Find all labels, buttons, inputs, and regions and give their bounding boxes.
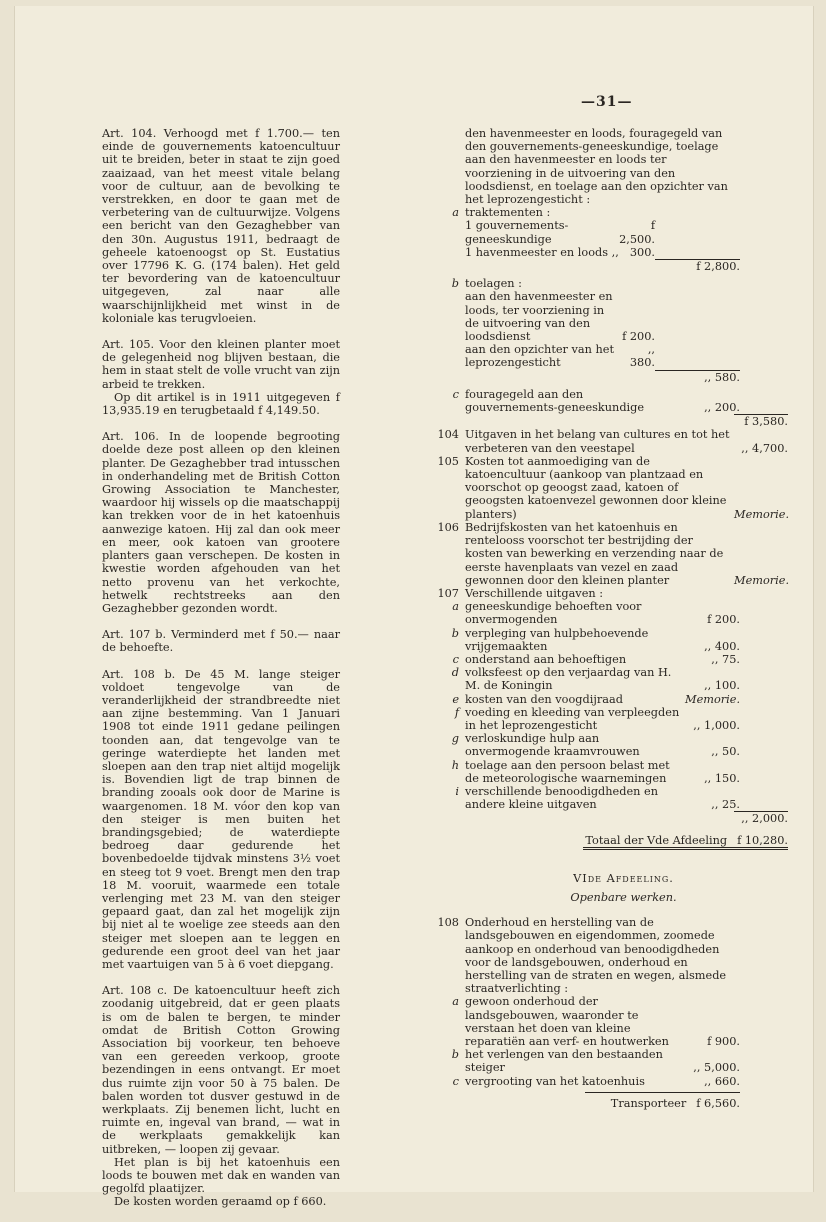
article-106: [433, 521, 788, 587]
item-text: geneeskundige behoeften voor onvermogenden: [465, 600, 642, 627]
totaal-label: Totaal der Vde Afdeeling: [585, 833, 728, 847]
article-number: 105: [437, 454, 459, 468]
article-108-items: [433, 995, 788, 1087]
item-marker: a: [452, 206, 459, 220]
item-marker: b: [451, 277, 459, 291]
item-marker: i: [455, 784, 459, 798]
item-marker: b: [451, 1048, 459, 1062]
article-107-total: [433, 811, 788, 825]
item-text: 1 gouvernements-geneeskundige: [465, 219, 569, 246]
item-amount: ,, 400.: [704, 639, 740, 653]
item-marker: a: [452, 995, 459, 1009]
totaal-amount: f 10,280.: [737, 833, 788, 847]
article-number: 104: [437, 428, 459, 442]
list-item: [433, 995, 788, 1048]
paragraph-kosten: De kosten worden geraamd op f 660.: [114, 1195, 327, 1209]
article-text: Bedrijfskosten van het katoenhuis en rentelooss voorschot ter bestrijding der kosten van bewerking en verzending naar de eerste havenplaats van vezel en zaad gewonnen door den kleinen planter: [465, 520, 724, 587]
article-text: Verschillende uitgaven :: [465, 586, 604, 600]
item-amount: ,, 660.: [704, 1074, 740, 1088]
item-text: 1 havenmeester en loods ,,: [465, 245, 619, 259]
item-amount: ,, 75.: [711, 652, 740, 666]
item-text: aan den havenmeester en loods, ter voorziening in de uitvoering van den loodsdienst: [465, 290, 613, 344]
paragraph-art-108c: Art. 108 c. De katoencultuur heeft zich zoodanig uitgebreid, dat er geen plaats is om de balen te bergen, te minder omdat de British Cotton Growing Association bij voorkeur, ten behoeve van een gereeden verkoop, groote bezendingen in eens ontvangt. Er moet dus ruimte zijn voor 50 à 75 balen. De balen worden tot dusver gestuwd in de werkplaats. Zij benemen licht, lucht en ruimte en, ingeval van brand, — wat in de werkplaats gemakkelijk kan uitbreken, — loopen zij gevaar.: [102, 984, 340, 1156]
right-column: [433, 127, 788, 1110]
item-text: traktementen :: [465, 206, 551, 220]
list-item: [433, 653, 788, 666]
list-item: [433, 785, 788, 811]
list-item: [433, 759, 788, 785]
item-c: [433, 388, 788, 414]
article-number: 107: [437, 586, 459, 600]
item-a-total: [433, 259, 788, 273]
item-a2: [433, 246, 788, 259]
list-item: [433, 732, 788, 758]
article-amount: Memorie.: [734, 573, 790, 587]
list-item: [433, 706, 788, 732]
item-text: voeding en kleeding van verpleegden in het leprozengesticht: [465, 705, 680, 732]
item-amount: 300.: [629, 245, 655, 259]
item-marker: f: [454, 705, 459, 719]
paragraph-art-105-note: Op dit artikel is in 1911 uitgegeven f 13,935.19 en terugbetaald f 4,149.50.: [102, 390, 340, 418]
paragraph-art-105: Art. 105. Voor den kleinen planter moet de gelegenheid nog blijven bestaan, die hem in staat stelt de volle vrucht van zijn arbeid te trekken.: [102, 338, 340, 391]
intro-text: den havenmeester en loods, fouragegeld van den gouvernements-geneeskundige, toelage aan den havenmeester en loods ter voorziening in de uitvoering van den loodsdienst, en toelage aan den opzichter van het leprozengesticht :: [465, 127, 728, 207]
item-marker: b: [451, 626, 459, 640]
intro-row: [433, 127, 788, 206]
item-b: [433, 277, 788, 290]
list-item: [433, 1075, 788, 1088]
subtotal-row: [433, 414, 788, 428]
article-text: Onderhoud en herstelling van de landsgebouwen en eigendommen, zoomede aankoop en onderhoud van benoodigdheden voor de landsgebouwen, onderhoud en herstelling van de straten en wegen, alsmede straatverlichting :: [465, 916, 727, 996]
item-amount: ,, 25.: [711, 798, 740, 812]
transport-row: [433, 1092, 788, 1110]
item-marker: e: [452, 692, 459, 706]
item-amount: ,, 150.: [704, 771, 740, 785]
item-text: kosten van den voogdijraad: [465, 692, 623, 706]
item-amount: Memorie.: [685, 692, 741, 706]
item-amount: f 200.: [707, 613, 740, 627]
item-marker: h: [451, 758, 459, 772]
item-marker: d: [451, 666, 459, 680]
item-amount: f 200.: [622, 330, 655, 344]
item-marker: c: [452, 1074, 459, 1088]
article-amount: ,, 4,700.: [741, 441, 788, 455]
list-item: [433, 693, 788, 706]
item-b1: [433, 290, 788, 343]
paragraph-art-106: Art. 106. In de loopende begrooting doelde deze post alleen op den kleinen planter. De Gezaghebber trad intusschen in onderhandeling met de British Cotton Growing Association te Manchester, waardoor hij wissels op die maatschappij kan trekken voor de in het katoenhuis aanwezige katoen. Hij zal dan ook meer en meer, ook katoen van grootere planters gaan verschepen. De kosten in kwestie worden afgehouden van het netto provenu van het verkochte, hetwelk rechtstreeks aan den Gezaghebber gezonden wordt.: [102, 430, 340, 615]
transport-label: Transporteer: [610, 1096, 687, 1110]
item-text: toelagen :: [465, 277, 522, 291]
section-title: VIde Afdeeling.: [573, 871, 674, 885]
page-sheet: [14, 6, 814, 1209]
item-amount: ,, 1,000.: [693, 718, 740, 732]
list-item: [433, 600, 788, 626]
article-108: [433, 916, 788, 995]
subtotal-amount: f 3,580.: [734, 414, 788, 428]
article-number: 108: [437, 916, 459, 930]
article-104: [433, 428, 788, 454]
item-text: toelage aan den persoon belast met de meteorologische waarnemingen: [465, 758, 670, 785]
item-text: verschillende benoodigdheden en andere kleine uitgaven: [465, 784, 658, 812]
item-text: aan den opzichter van het leprozengesticht: [465, 343, 615, 370]
list-item: [433, 666, 788, 692]
item-a: [433, 206, 788, 219]
item-text: fouragegeld aan den gouvernements-geneeskundige: [465, 387, 645, 415]
item-text: onderstand aan behoeftigen: [465, 652, 627, 666]
item-text: verloskundige hulp aan onvermogende kraamvrouwen: [465, 732, 640, 759]
item-b-total: [433, 370, 788, 384]
item-amount: f 2,500.: [619, 219, 655, 246]
item-text: volksfeest op den verjaardag van H. M. de Koningin: [465, 666, 672, 693]
list-item: [433, 627, 788, 653]
item-marker: c: [452, 387, 459, 401]
item-marker: c: [452, 652, 459, 666]
item-amount: f 900.: [707, 1035, 740, 1048]
section-subtitle: Openbare werken.: [570, 890, 677, 904]
item-text: verpleging van hulpbehoevende vrijgemaakten: [465, 626, 649, 653]
article-105: [433, 455, 788, 521]
item-amount: ,, 580.: [655, 370, 740, 384]
item-text: het verlengen van den bestaanden steiger: [465, 1048, 663, 1075]
paragraph-art-107b: Art. 107 b. Verminderd met f 50.— naar de behoefte.: [102, 628, 340, 655]
item-amount: ,, 5,000.: [693, 1061, 740, 1075]
list-item: [433, 1048, 788, 1074]
page-number: —31—: [581, 94, 633, 110]
article-107-items: [433, 600, 788, 811]
article-107: [433, 587, 788, 600]
paragraph-plan: Het plan is bij het katoenhuis een loods te bouwen met dak en wanden van gegolfd plaatijzer.: [102, 1155, 340, 1196]
item-b2: [433, 343, 788, 369]
item-amount: ,, 380.: [629, 343, 655, 370]
paragraph-art-108b: Art. 108 b. De 45 M. lange steiger voldoet tengevolge van de veranderlijkheid der strandbreedte niet aan zijne bestemming. Van 1 Januari 1908 tot einde 1911 gedane peilingen toonden aan, dat tengevolge van te geringe waterdiepte het landen met sloepen aan den trap niet altijd mogelijk is. Bovendien ligt de trap binnen de branding zooals ook door de Marine is waargenomen. 18 M. vóor den kop van den steiger is men buiten het brandingsgebied; de waterdiepte bedroeg daar gedurende het bovenbedoelde tijdvak minstens 3½ voet en steeg tot 9 voet. Brengt men den trap 18 M. vooruit, waarmede een totale verlenging met 23 M. van den steiger gepaard gaat, dan zal het mogelijk zijn bij niet al te woelige zee steeds aan den steiger met sloepen aan te leggen en gedurende een groot deel van het jaar met vaartuigen van 5 à 6 voet diepgang.: [102, 667, 340, 971]
item-marker: g: [451, 732, 459, 746]
totaal-row: [433, 832, 788, 850]
item-text: vergrooting van het katoenhuis: [465, 1074, 645, 1088]
item-text: gewoon onderhoud der landsgebouwen, waaronder te verstaan het doen van kleine reparatiën aan verf- en houtwerken: [465, 995, 669, 1048]
left-column: [102, 127, 340, 1222]
article-text: Kosten tot aanmoediging van de katoencultuur (aankoop van plantzaad en voorschot op geoogst zaad, katoen of geoogsten katoenvezel gewonnen door kleine planters): [465, 454, 727, 521]
transport-amount: f 6,560.: [696, 1096, 740, 1110]
item-a1: [433, 219, 788, 245]
item-amount: ,, 200.: [704, 401, 740, 415]
article-amount: Memorie.: [734, 507, 790, 521]
article-number: 106: [437, 520, 459, 534]
item-amount: ,, 50.: [711, 745, 740, 759]
article-text: Uitgaven in het belang van cultures en tot het verbeteren van den veestapel: [465, 428, 730, 455]
item-amount: ,, 100.: [704, 679, 740, 693]
item-amount: f 2,800.: [655, 259, 740, 273]
item-amount: ,, 2,000.: [734, 811, 788, 825]
paragraph-art-104: Art. 104. Verhoogd met f 1.700.— ten einde de gouvernements katoencultuur uit te breiden, beter in staat te zijn goed zaaizaad, van het meest vitale belang voor de cultuur, aan de bevolking te verstrekken, en door te gaan met de verbetering van de cultuurwijze. Volgens een bericht van den Gezaghebber van den 30n. Augustus 1911, bedraagt de geheele katoenoogst op St. Eustatius over 17796 K. G. (174 balen). Het geld ter bevordering van de katoencultuur uitgegeven, zal naar alle waarschijnlijkheid met winst in de koloniale kas terugvloeien.: [102, 127, 340, 325]
item-marker: a: [452, 600, 459, 614]
